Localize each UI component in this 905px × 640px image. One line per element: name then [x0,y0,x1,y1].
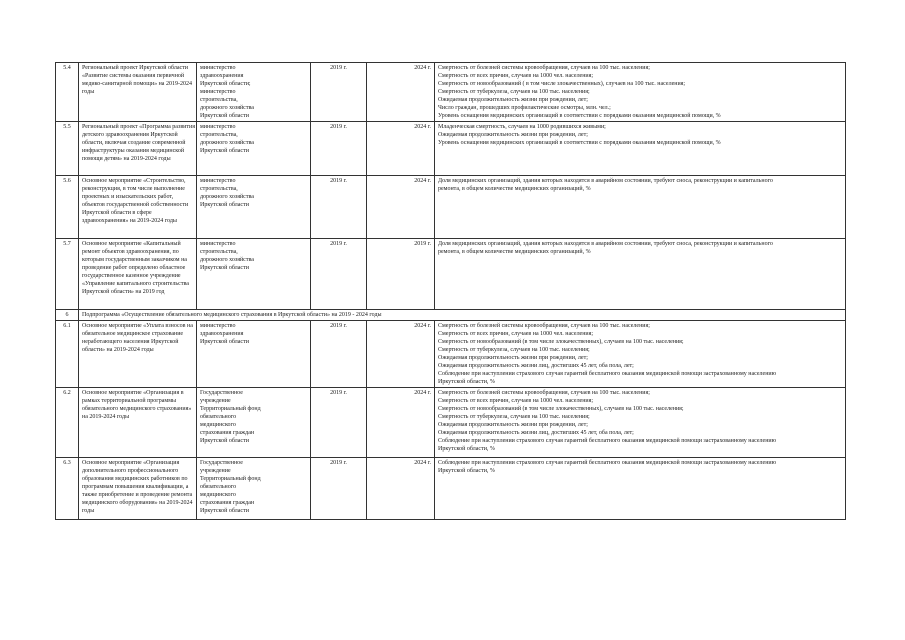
end-year: 2024 г. [367,321,435,388]
table-row [56,239,846,310]
indicator-line: Смертность от всех причин, случаев на 1000 чел. населения; [438,331,594,337]
indicator-line: Смертность от болезней системы кровообращения, случаев на 100 тыс. населения; [438,323,650,329]
indicator-line: Ожидаемая продолжительность жизни при рождении, лет; [438,355,588,361]
activity-name-line: которым государственным заказчиком на [82,257,187,263]
executor-line: Иркутской области [200,339,249,345]
activity-name-line: «Развитие системы оказания первичной [82,73,185,79]
row-number: 6.2 [56,388,79,458]
row-number: 5.7 [56,239,79,310]
executor-line: Иркутской области [200,265,249,271]
executor-line: учреждение [200,468,231,474]
row-number: 6.3 [56,458,79,520]
indicator-line: Смертность от туберкулеза, случаев на 100 тыс. населения; [438,89,590,95]
executor-line: строительства, [200,249,238,255]
activity-name-line: Региональный проект «Программа развития [82,124,195,130]
indicator-line: Смертность от всех причин, случаев на 1000 чел. населения; [438,73,594,79]
indicator-line: ремонта, в общем количестве медицинских организаций, % [438,186,591,192]
indicator-line: Соблюдение при наступлении страхового случая гарантий бесплатного оказания медицинской помощи застрахованному населению [438,438,777,444]
activity-name [79,458,197,520]
executor-line: дорожного хозяйства [200,194,254,200]
executor-line: строительства, [200,186,238,192]
executor-line: страхования граждан [200,430,255,436]
responsible-executor [197,239,311,310]
activity-name-line: реконструкция, в том числе выполнение [82,186,185,192]
indicator-line: Уровень оснащения медицинских организаций в соответствии с порядками оказания медицинской помощи, % [438,113,721,119]
responsible-executor [197,122,311,176]
end-year: 2024 г. [367,63,435,122]
indicators [435,388,846,458]
indicator-line: Соблюдение при наступлении страхового случая гарантий бесплатного оказания медицинской помощи застрахованному населению [438,460,777,466]
activity-name-line: Региональный проект Иркутской области [82,65,189,71]
executor-line: министерство [200,89,236,95]
activity-name-line: помощи детям» на 2019-2024 годы [82,156,171,162]
executor-line: обязательного [200,484,237,490]
activity-name-line: проведение работ определено областное [82,265,186,271]
table-body-section-6 [56,321,846,520]
activity-name [79,321,197,388]
table-body-subprogram [56,310,846,321]
activity-name-line: ремонт объектов здравоохранения, по [82,249,179,255]
indicators [435,321,846,388]
start-year: 2019 г. [311,176,367,239]
activity-name-line: обязательного медицинского страхования» [82,406,192,412]
activity-name-line: Иркутской области» на 2019 год [82,289,165,295]
indicator-line: Смертность от болезней системы кровообращения, случаев на 100 тыс. населения; [438,65,650,71]
table-row [56,458,846,520]
row-number: 5.4 [56,63,79,122]
indicator-line: Доля медицинских организаций, здания которых находятся в аварийном состоянии, требуют сноса, реконструкции и капитального [438,241,773,247]
activity-name-line: Основное мероприятие «Уплата взносов на [82,323,193,329]
indicator-line: Ожидаемая продолжительность жизни лиц, достигших 45 лет, оба пола, лет; [438,430,634,436]
indicators [435,239,846,310]
executor-line: дорожного хозяйства [200,257,254,263]
indicator-line: Ожидаемая продолжительность жизни при рождении, лет; [438,97,588,103]
activity-name-line: Основное мероприятие «Капитальный [82,241,181,247]
executor-line: учреждение [200,398,231,404]
end-year: 2019 г. [367,239,435,310]
executor-line: Государственное [200,390,243,396]
activity-name-line: объектов государственной собственности [82,202,189,208]
indicator-line: Число граждан, прошедших профилактические осмотры, млн. чел.; [438,105,611,111]
indicator-line: Смертность от туберкулеза, случаев на 100 тыс. населения; [438,347,590,353]
indicator-line: Уровень оснащения медицинских организаций в соответствии с порядками оказания медицинской помощи, % [438,140,721,146]
activity-name-line: обязательное медицинское страхование [82,331,184,337]
activity-name-line: инфраструктуры оказания медицинской [82,148,185,154]
executor-line: страхования граждан [200,500,255,506]
table-body-section-5 [56,63,846,310]
responsible-executor [197,176,311,239]
activity-name-line: также приобретение и проведение ремонта [82,492,193,498]
indicators [435,63,846,122]
activity-name [79,122,197,176]
table-row [56,321,846,388]
activity-name-line: государственное казенное учреждение [82,273,181,279]
executor-line: строительства, [200,97,238,103]
indicators [435,458,846,520]
activity-name-line: на 2019-2024 годы [82,414,130,420]
executor-line: Государственное [200,460,243,466]
executor-line: дорожного хозяйства [200,105,254,111]
subprogram-title: Подпрограмма «Осуществление обязательного медицинского страхования в Иркутской области» на 2019 - 2024 годы [79,310,846,321]
start-year: 2019 г. [311,122,367,176]
activity-name-line: медико-санитарной помощи» на 2019-2024 [82,81,192,87]
start-year: 2019 г. [311,63,367,122]
end-year: 2024 г. [367,388,435,458]
end-year: 2024 г. [367,458,435,520]
indicator-line: Ожидаемая продолжительность жизни при рождении, лет; [438,422,588,428]
executor-line: здравоохранения [200,73,244,79]
activity-name-line: неработающего населения Иркутской [82,339,179,345]
executor-line: Иркутской области; [200,81,251,87]
indicator-line: Смертность от туберкулеза, случаев на 100 тыс. населения; [438,414,590,420]
activity-name [79,239,197,310]
table-row [56,122,846,176]
indicator-line: Ожидаемая продолжительность жизни при рождении, лет; [438,132,588,138]
indicator-line: Иркутской области, % [438,468,495,474]
row-number: 5.5 [56,122,79,176]
indicators [435,176,846,239]
executor-line: министерство [200,124,236,130]
row-number: 6.1 [56,321,79,388]
start-year: 2019 г. [311,239,367,310]
activity-name-line: годы [82,508,95,514]
activity-name-line: дополнительного профессионального [82,468,179,474]
table-row [56,176,846,239]
row-number: 5.6 [56,176,79,239]
executor-line: министерство [200,241,236,247]
indicator-line: Ожидаемая продолжительность жизни лиц, достигших 45 лет, оба пола, лет; [438,363,634,369]
activity-name [79,176,197,239]
activity-name-line: области, включая создание современной [82,140,186,146]
activity-name-line: проектных и изыскательских работ, [82,194,174,200]
activity-name-line: здравоохранения» на 2019-2024 годы [82,218,177,224]
activity-name-line: Основное мероприятие «Организация [82,460,180,466]
activity-name-line: образования медицинских работников по [82,476,188,482]
activity-name-line: рамках территориальной программы [82,398,177,404]
activity-name-line: годы [82,89,95,95]
end-year: 2024 г. [367,122,435,176]
indicator-line: Смертность от новообразований (в том числе злокачественных), случаев на 100 тыс. населения; [438,406,684,412]
table-row [56,63,846,122]
executor-line: Иркутской области [200,113,249,119]
activity-name-line: Иркутской области в сфере [82,210,152,216]
activity-name-line: детского здравоохранения Иркутской [82,132,178,138]
subprogram-row [56,310,846,321]
indicator-line: Смертность от болезней системы кровообращения, случаев на 100 тыс. населения; [438,390,650,396]
executor-line: Иркутской области [200,148,249,154]
table-row [56,388,846,458]
indicator-line: Иркутской области, % [438,446,495,452]
responsible-executor [197,388,311,458]
executor-line: Территориальный фонд [200,476,261,482]
executor-line: Иркутской области [200,508,249,514]
executor-line: дорожного хозяйства [200,140,254,146]
responsible-executor [197,321,311,388]
indicators [435,122,846,176]
activity-name-line: программам повышения квалификации, а [82,484,189,490]
start-year: 2019 г. [311,388,367,458]
indicator-line: Соблюдение при наступлении страхового случая гарантий бесплатного оказания медицинской помощи застрахованному населению [438,371,777,377]
responsible-executor [197,458,311,520]
activity-name-line: медицинского оборудования» на 2019-2024 [82,500,193,506]
activity-name-line: «Управление капитального строительства [82,281,189,287]
subprogram-number: 6 [56,310,79,321]
executor-line: министерство [200,178,236,184]
indicator-line: Доля медицинских организаций, здания которых находятся в аварийном состоянии, требуют сноса, реконструкции и капитального [438,178,773,184]
activity-name [79,388,197,458]
start-year: 2019 г. [311,321,367,388]
responsible-executor [197,63,311,122]
executor-line: министерство [200,323,236,329]
indicator-line: Смертность от всех причин, случаев на 1000 чел. населения; [438,398,594,404]
executor-line: строительства, [200,132,238,138]
executor-line: здравоохранения [200,331,244,337]
indicator-line: Младенческая смертность, случаев на 1000 родившихся живыми; [438,124,606,130]
start-year: 2019 г. [311,458,367,520]
executor-line: обязательного [200,414,237,420]
executor-line: медицинского [200,492,236,498]
indicator-line: Иркутской области, % [438,379,495,385]
executor-line: Иркутской области [200,202,249,208]
executor-line: Иркутской области [200,438,249,444]
activity-name [79,63,197,122]
executor-line: министерство [200,65,236,71]
activity-name-line: области» на 2019-2024 годы [82,347,154,353]
executor-line: Территориальный фонд [200,406,261,412]
indicator-line: Смертность от новообразований ( в том числе злокачественных), случаев на 100 тыс. населения; [438,81,686,87]
activity-name-line: Основное мероприятие «Организация в [82,390,184,396]
executor-line: медицинского [200,422,236,428]
indicator-line: ремонта, в общем количестве медицинских организаций, % [438,249,591,255]
activity-name-line: Основное мероприятие «Строительство, [82,178,186,184]
indicator-line: Смертность от новообразований (в том числе злокачественных), случаев на 100 тыс. населения; [438,339,684,345]
end-year: 2024 г. [367,176,435,239]
program-table [55,62,846,520]
